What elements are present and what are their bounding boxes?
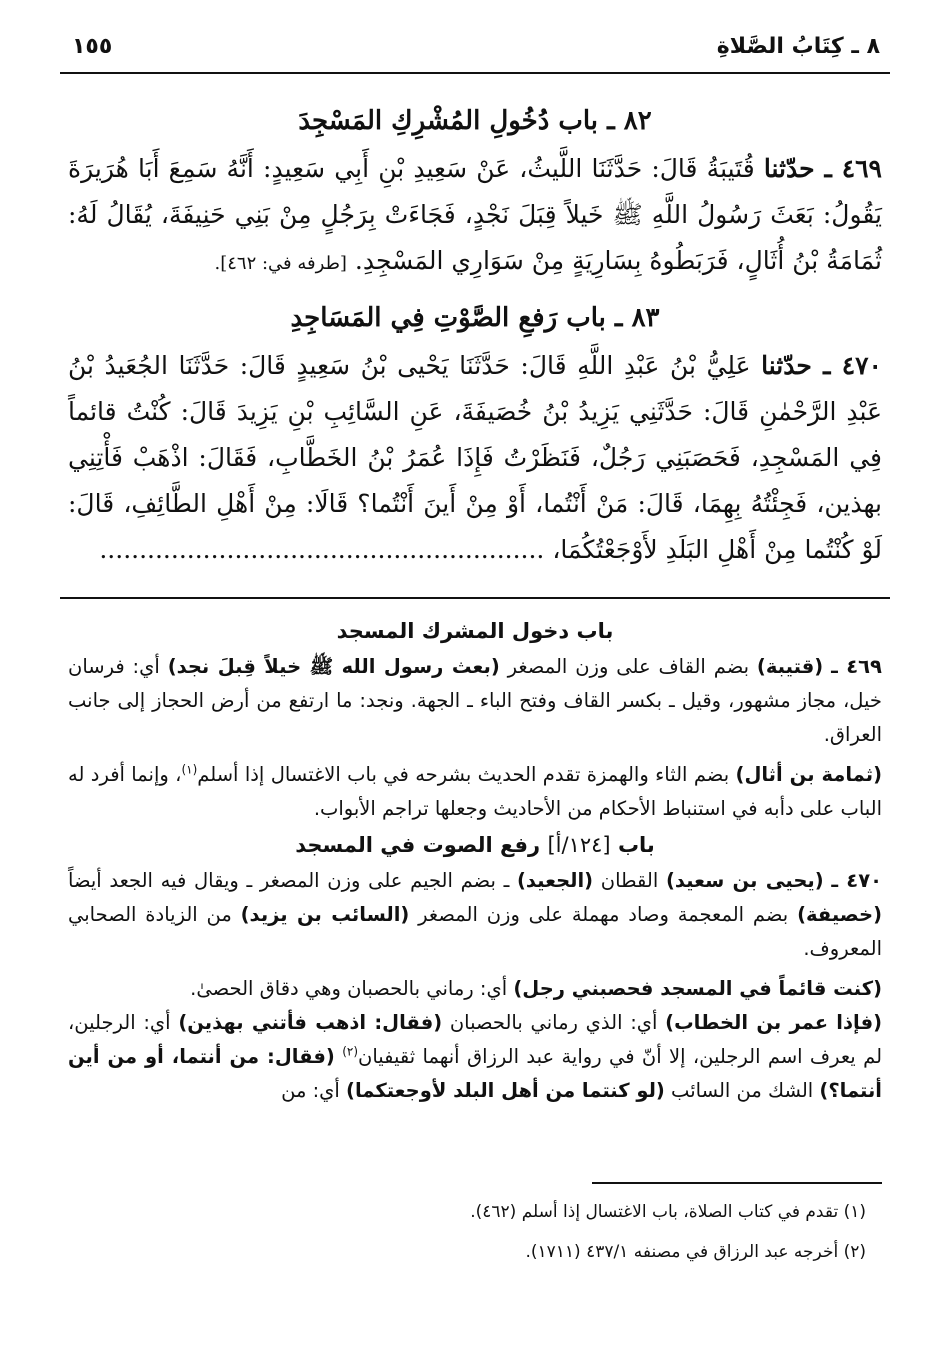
hadith-469 — [68, 146, 882, 287]
hadith-469-text: قُتَيبَةُ قَالَ: حَدَّثَنَا اللَّيثُ، عَنْ سَعِيدِ بْنِ أَبِي سَعِيدٍ: أَنَّهُ سَمِعَ أَبَا هُرَيرَةَ يَقُولُ: بَعَثَ رَسُولُ اللَّهِ ﷺ خَيلاً قِبَلَ نَجْدٍ، فَجَاءَتْ بِرَجُلٍ مِنْ بَنِي حَنِيفَةَ، يُقَالُ لَهُ: ثُمَامَةُ بْنُ أُثَالٍ، فَرَبَطُوهُ بِسَارِيَةٍ مِنْ سَوَارِي المَسْجِدِ. — [68, 154, 882, 275]
quote: (بعث رسول الله ﷺ خيلاً قِبلَ نجد) — [167, 655, 500, 678]
commentary-text: أي: من — [281, 1079, 340, 1102]
commentary-469-number: ٤٦٩ ـ — [831, 655, 882, 678]
commentary-kunt — [68, 972, 882, 1006]
quote: (السائب بن يزيد) — [240, 903, 410, 926]
commentary-469 — [68, 650, 882, 752]
hadith-469-lead: ٤٦٩ ـ حدّثنا — [763, 154, 882, 183]
continuation-dots: ........................................................ — [99, 535, 545, 564]
commentary-text: أي: الرجلين، لم يعرف اسم الرجلين، إلا أنّ في رواية عبد الرزاق أنهما ثقيفيان — [68, 1011, 883, 1068]
quote: (لو كنتما من أهل البلد لأوجعتكما) — [346, 1079, 665, 1102]
hadith-469-tarf: [طرفه في: ٤٦٢]. — [214, 253, 347, 274]
commentary-470 — [68, 864, 882, 966]
commentary-text: القطان — [600, 869, 659, 892]
chapter-title-82: ٨٢ ـ باب دُخُولِ المُشْرِكِ المَسْجِدَ — [298, 106, 652, 136]
hadith-text — [68, 96, 882, 573]
section-rule — [60, 597, 890, 599]
title-text: رفع الصوت في المسجد — [295, 833, 541, 857]
commentary-text: أي: رماني بالحصبان وهي دقاق الحصىٰ. — [190, 977, 508, 1000]
commentary-fa — [68, 1006, 882, 1108]
commentary-text: من الزيادة الصحابي المعروف. — [68, 903, 882, 960]
footnotes — [68, 1192, 882, 1272]
page-header — [72, 34, 880, 70]
quote: (قتيبة) — [756, 655, 824, 678]
quote: (خصيفة) — [797, 903, 882, 926]
footnote-1: (١) تقدم في كتاب الصلاة، باب الاغتسال إذا أسلم (٤٦٢). — [470, 1202, 866, 1222]
commentary — [68, 612, 882, 1108]
hadith-470-lead: ٤٧٠ ـ حدّثنا — [761, 351, 882, 380]
commentary-text: ـ بضم الجيم على وزن المصغر ـ ويقال فيه الجعد أيضاً — [68, 869, 510, 892]
commentary-text: بضم القاف على وزن المصغر — [507, 655, 750, 678]
commentary-title-1: باب دخول المشرك المسجد — [336, 619, 614, 643]
footnote-2: (٢) أخرجه عبد الرزاق في مصنفه ٤٣٧/١ (١٧١١). — [525, 1242, 866, 1262]
commentary-text: أي: الذي رماني بالحصبان — [449, 1011, 658, 1034]
book-title: ٨ ـ كِتَابُ الصَّلاةِ — [716, 34, 880, 59]
quote: (ثمامة بن أثال) — [735, 763, 882, 786]
quote: (فإذا عمر بن الخطاب) — [665, 1011, 882, 1034]
chapter-title-83: ٨٣ ـ باب رَفعِ الصَّوْتِ فِي المَسَاجِدِ — [290, 303, 660, 333]
page-number: ١٥٥ — [72, 34, 113, 59]
footnote-rule — [592, 1182, 882, 1184]
quote: (فقال: اذهب فأتني بهذين) — [178, 1011, 443, 1034]
commentary-text: ، وإنما أفرد له الباب على دأبه في استنباط الأحكام من الأحاديث وجعلها تراجم الأبواب. — [68, 763, 882, 820]
commentary-text: أي: فرسان خيل، مجاز مشهور، وقيل ـ بكسر القاف وفتح الباء ـ الجهة. ونجد: ما ارتفع من أرض الحجاز إلى جانب العراق. — [68, 655, 882, 746]
quote: (الجعيد) — [516, 869, 594, 892]
footnote-ref-1: (١) — [181, 762, 198, 777]
hadith-470-text: عَلِيُّ بْنُ عَبْدِ اللَّهِ قَالَ: حَدَّثَنَا يَحْيى بْنُ سَعِيدٍ قَالَ: حَدَّثَنَا الجُعَيدُ بْنُ عَبْدِ الرَّحْمٰنِ قَالَ: حَدَّثَنِي يَزِيدُ بْنُ خُصَيفَةَ، عَنِ السَّائِبِ بْنِ يَزِيدَ قَالَ: كُنْتُ قائماً فِي المَسْجِدِ، فَحَصَبَنِي رَجُلٌ، فَنَظَرْتُ فَإِذَا عُمَرُ بْنُ الخَطَّابِ، فَقَالَ: اذْهَبْ فَأْتِنِي بهذين، فَجِئْتُهُ بِهِمَا، قَالَ: مَنْ أَنْتُما، أَوْ مِنْ أَينَ أَنْتُما؟ قَالَا: مِنْ أَهْلِ الطَّائِفِ، قَالَ: لَوْ كُنْتُما مِنْ أَهْلِ البَلَدِ لأَوْجَعْتُكُمَا، — [68, 351, 882, 564]
quote: (كنت قائماً في المسجد فحصبني رجل) — [513, 977, 882, 1000]
quote: (فقال: من أنتما، أو من أين أنتما؟) — [68, 1045, 882, 1102]
commentary-thumama — [68, 758, 882, 826]
header-rule — [60, 72, 890, 74]
title-word: باب — [617, 833, 655, 857]
commentary-text: الشك من السائب — [671, 1079, 814, 1102]
commentary-470-number: ٤٧٠ ـ — [831, 869, 883, 892]
commentary-text: بضم الثاء والهمزة تقدم الحديث بشرحه في باب الاغتسال إذا أسلم — [197, 763, 730, 786]
commentary-title-2 — [68, 826, 882, 864]
manuscript-ref: [١٢٤/أ] — [547, 833, 611, 857]
commentary-text: بضم المعجمة وصاد مهملة على وزن المصغر — [418, 903, 789, 926]
hadith-470 — [68, 343, 882, 573]
footnote-ref-2: (٢) — [342, 1044, 359, 1059]
quote: (يحيى بن سعيد) — [665, 869, 824, 892]
